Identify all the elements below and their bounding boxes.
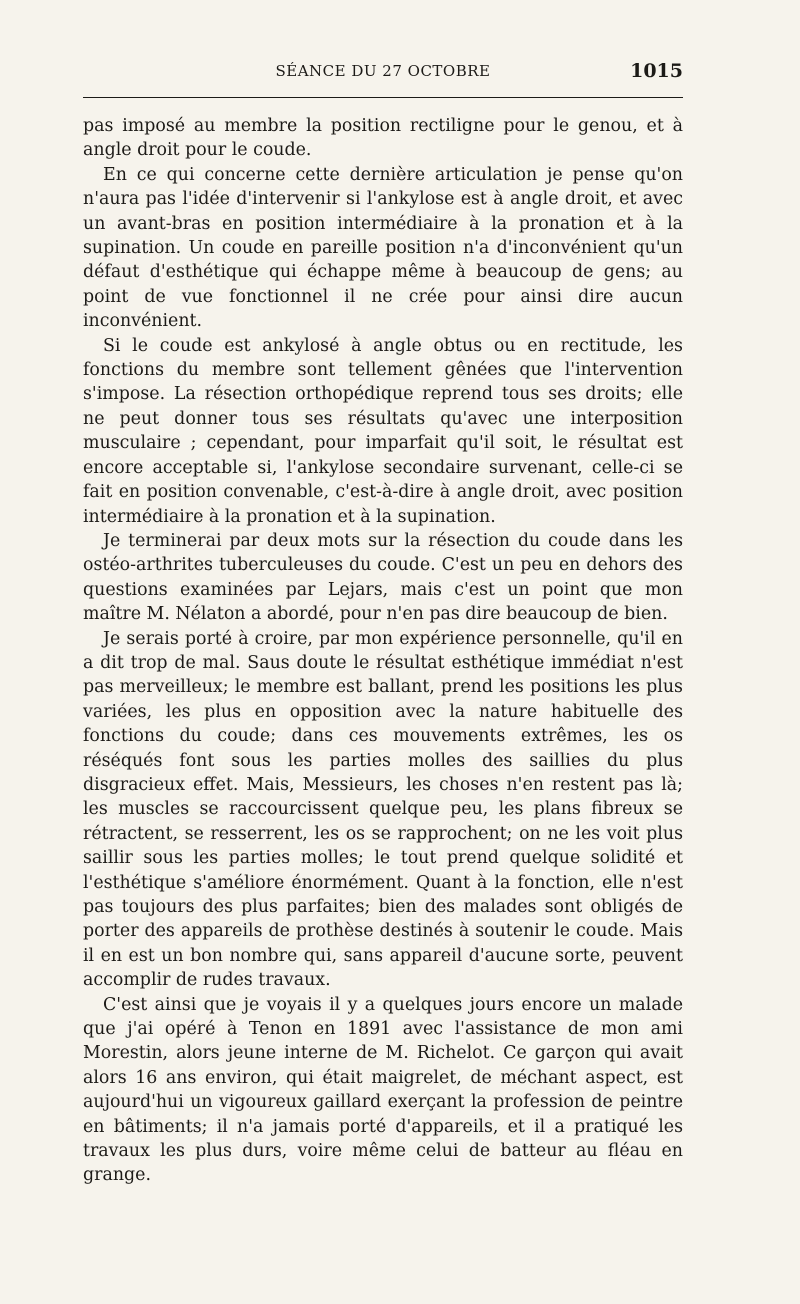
page-number: 1015 <box>630 60 683 82</box>
paragraph: En ce qui concerne cette dernière articulation je pense qu'on n'aura pas l'idée d'intervenir si l'ankylose est à angle droit, et avec un avant-bras en position intermédiaire à la pronation et à la supination. Un coude en pareille position n'a d'inconvénient qu'un défaut d'esthétique qui échappe même à beaucoup de gens; au point de vue fonctionnel il ne crée pour ainsi dire aucun inconvénient. <box>83 164 683 332</box>
paragraph: Je serais porté à croire, par mon expérience personnelle, qu'il en a dit trop de mal. Saus doute le résultat esthétique immédiat n'est pas merveilleux; le membre est ballant, prend les positions les plus variées, les plus en opposition avec la nature habituelle des fonctions du coude; dans ces mouvements extrêmes, les os réséqués font sous les parties molles des saillies du plus disgracieux effet. Mais, Messieurs, les choses n'en restent pas là; les muscles se raccourcissent quelque peu, les plans fibreux se rétractent, se resserrent, les os se rapprochent; on ne les voit plus saillir sous les parties molles; le tout prend quelque solidité et l'esthétique s'améliore énormément. Quant à la fonction, elle n'est pas toujours des plus parfaites; bien des malades sont obligés de porter des appareils de prothèse destinés à soutenir le coude. Mais il en est un bon nombre qui, sans appareil d'aucune sorte, peuvent accomplir de rudes travaux. <box>83 628 683 991</box>
paragraph: C'est ainsi que je voyais il y a quelques jours encore un malade que j'ai opéré à Tenon en 1891 avec l'assistance de mon ami Morestin, alors jeune interne de M. Richelot. Ce garçon qui avait alors 16 ans environ, qui était maigrelet, de méchant aspect, est aujourd'hui un vigoureux gaillard exerçant la profession de peintre en bâtiments; il n'a jamais porté d'appareils, et il a pratiqué les travaux les plus durs, voire même celui de batteur au fléau en grange. <box>83 994 683 1186</box>
paragraph: Je terminerai par deux mots sur la résection du coude dans les ostéo-arthrites tuberculeuses du coude. C'est un peu en dehors des questions examinées par Lejars, mais c'est un point que mon maître M. Nélaton a abordé, pour n'en pas dire beaucoup de bien. <box>83 530 683 625</box>
body-text <box>83 114 683 1188</box>
running-title: SÉANCE DU 27 OCTOBRE <box>275 62 491 80</box>
paragraph: pas imposé au membre la position rectiligne pour le genou, et à angle droit pour le coude. <box>83 116 683 161</box>
header-rule <box>83 97 683 98</box>
page-header <box>83 60 683 86</box>
paragraph: Si le coude est ankylosé à angle obtus ou en rectitude, les fonctions du membre sont tellement gênées que l'intervention s'impose. La résection orthopédique reprend tous ses droits; elle ne peut donner tous ses résultats qu'avec une interposition musculaire ; cependant, pour imparfait qu'il soit, le résultat est encore acceptable si, l'ankylose secondaire survenant, celle-ci se fait en position convenable, c'est-à-dire à angle droit, avec position intermédiaire à la pronation et à la supination. <box>83 335 683 527</box>
